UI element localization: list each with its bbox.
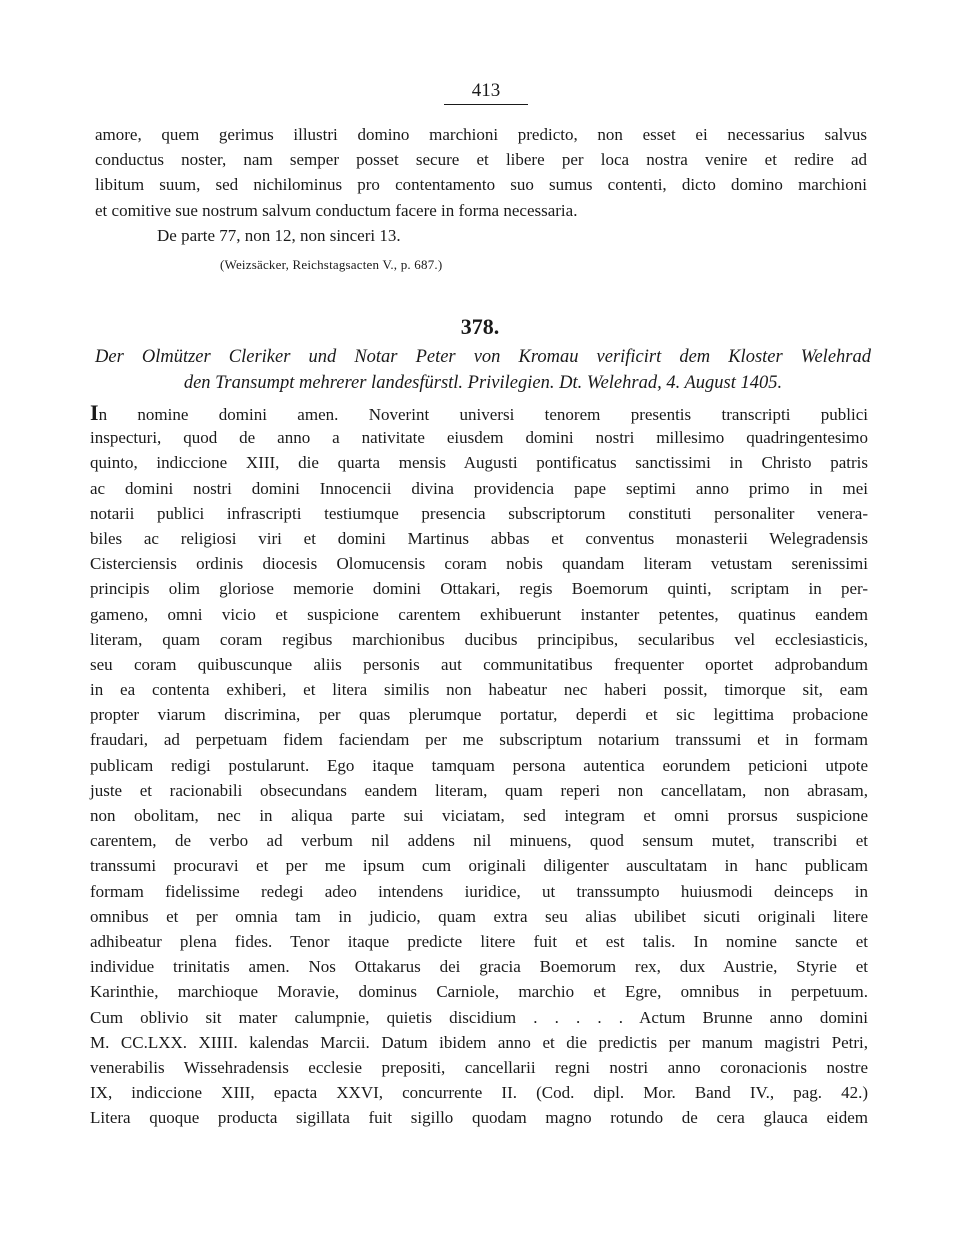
- document-heading: [95, 344, 871, 396]
- text-line: publicam redigi postularunt. Ego itaque tamquam persona autentica eorundem peticioni utpote: [90, 755, 868, 775]
- vote-line: De parte 77, non 12, non sinceri 13.: [157, 225, 401, 245]
- text-line: Cum oblivio sit mater calumpnie, quietis discidium . . . . . Actum Brunne anno domini: [90, 1007, 868, 1027]
- page-number-rule: [444, 104, 528, 105]
- text-line: adhibeatur plena fides. Tenor itaque predicte litere fuit et est talis. In nomine sancte et: [90, 931, 868, 951]
- text-line: libitum suum, sed nichilominus pro contentamento suo sumus contenti, dicto domino marchioni: [95, 175, 867, 195]
- text-line: IX, indiccione XIII, epacta XXVI, concurrente II. (Cod. dipl. Mor. Band IV., pag. 42.): [90, 1083, 868, 1103]
- text-line: Litera quoque producta sigillata fuit sigillo quodam magno rotundo de cera glauca eidem: [90, 1108, 868, 1128]
- text-line: amore, quem gerimus illustri domino marchioni predicto, non esset ei necessarius salvus: [95, 125, 867, 144]
- text-line: fraudari, ad perpetuam fidem faciendam per me subscriptum notarium transsumi et in formam: [90, 730, 868, 750]
- source-citation: (Weizsäcker, Reichstagsacten V., p. 687.): [220, 257, 443, 272]
- text-line: in ea contenta exhiberi, et litera similis non habeatur nec haberi possit, timorque sit, eam: [90, 680, 868, 700]
- heading-line: den Transumpt mehrerer landesfürstl. Privilegien. Dt. Welehrad, 4. August 1405.: [183, 373, 783, 393]
- document-body: [90, 400, 868, 1130]
- first-line-rest: n nomine domini amen. Noverint universi tenorem presentis transcripti publici: [98, 405, 868, 424]
- text-line: notarii publici infrascripti testiumque presencia subscriptorum constituti personaliter venera-: [90, 503, 868, 523]
- text-line: gameno, omni vicio et suspicione carentem exhibuerunt instanter petentes, quatinus eandem: [90, 604, 868, 624]
- text-line: biles ac religiosi viri et domini Martinus abbas et conventus monasterii Welegradensis: [90, 528, 868, 548]
- text-line: formam fidelissime redegi adeo intendens iuridice, ut transsumpto huiusmodi deinceps in: [90, 881, 868, 901]
- text-line: propter viarum discrimina, per quas plerumque portatur, deperdi et sic legittima probacione: [90, 705, 868, 725]
- text-line: conductus noster, nam semper posset secure et libere per loca nostra venire et redire ad: [95, 150, 867, 170]
- first-text-line: [90, 400, 868, 425]
- text-line: quinto, indiccione XIII, die quarta mensis Augusti pontificatus sanctissimi in Christo patris: [90, 453, 868, 473]
- text-line: literam, quam coram regibus marchionibus ducibus principibus, secularibus vel ecclesiasticis,: [90, 629, 868, 649]
- text-line: Karinthie, marchioque Moravie, dominus Carniole, marchio et Egre, omnibus in perpetuum.: [90, 982, 868, 1002]
- text-line: ac domini nostri domini Innocencii divina providencia pape septimi anno primo in mei: [90, 478, 868, 498]
- previous-document-text: [95, 122, 867, 248]
- text-line: transsumi procuravi et per me ipsum cum originali diligenter auscultatam in hanc publicam: [90, 856, 868, 876]
- text-line: principis olim gloriose memorie domini Ottakari, regis Boemorum quinti, scriptam in per-: [90, 579, 868, 599]
- text-line: inspecturi, quod de anno a nativitate eiusdem domini nostri millesimo quadringentesimo: [90, 428, 868, 448]
- text-line: Cisterciensis ordinis diocesis Olomucensis coram nobis quandam literam vetustam serenissimi: [90, 554, 868, 574]
- body-lines: [90, 425, 868, 1130]
- initial-letter: I: [90, 400, 99, 425]
- text-line: juste et racionabili obsecundans eandem literam, quam reperi non cancellatam, non abrasam,: [90, 780, 868, 800]
- text-line: carentem, de verbo ad verbum nil addens nil minuens, quod sensum mutet, transcribi et: [90, 831, 868, 851]
- text-line: M. CC.LXX. XIIII. kalendas Marcii. Datum ibidem anno et die predictis per manum magistri Petri,: [90, 1032, 868, 1052]
- text-line: non obolitam, nec in aliqua parte sui viciatam, sed integram et omni prorsus suspicione: [90, 806, 868, 825]
- text-line: et comitive sue nostrum salvum conductum facere in forma necessaria.: [95, 200, 578, 220]
- document-number: 378.: [460, 314, 500, 339]
- text-line: omnibus et per omnia tam in judicio, quam extra seu alias ubilibet sicuti originali litere: [90, 906, 868, 926]
- text-line: venerabilis Wissehradensis ecclesie prepositi, cancellarii regni nostri anno coronacionis nostre: [90, 1057, 868, 1077]
- page-number: 413: [471, 80, 501, 101]
- text-line: individue trinitatis amen. Nos Ottakarus dei gracia Boemorum rex, dux Austrie, Styrie et: [90, 957, 868, 977]
- heading-line: Der Olmützer Cleriker und Notar Peter von Kromau verificirt dem Kloster Welehrad: [95, 347, 871, 367]
- text-line: seu coram quibuscunque aliis personis aut communitatibus frequenter oportet adprobandum: [90, 654, 868, 674]
